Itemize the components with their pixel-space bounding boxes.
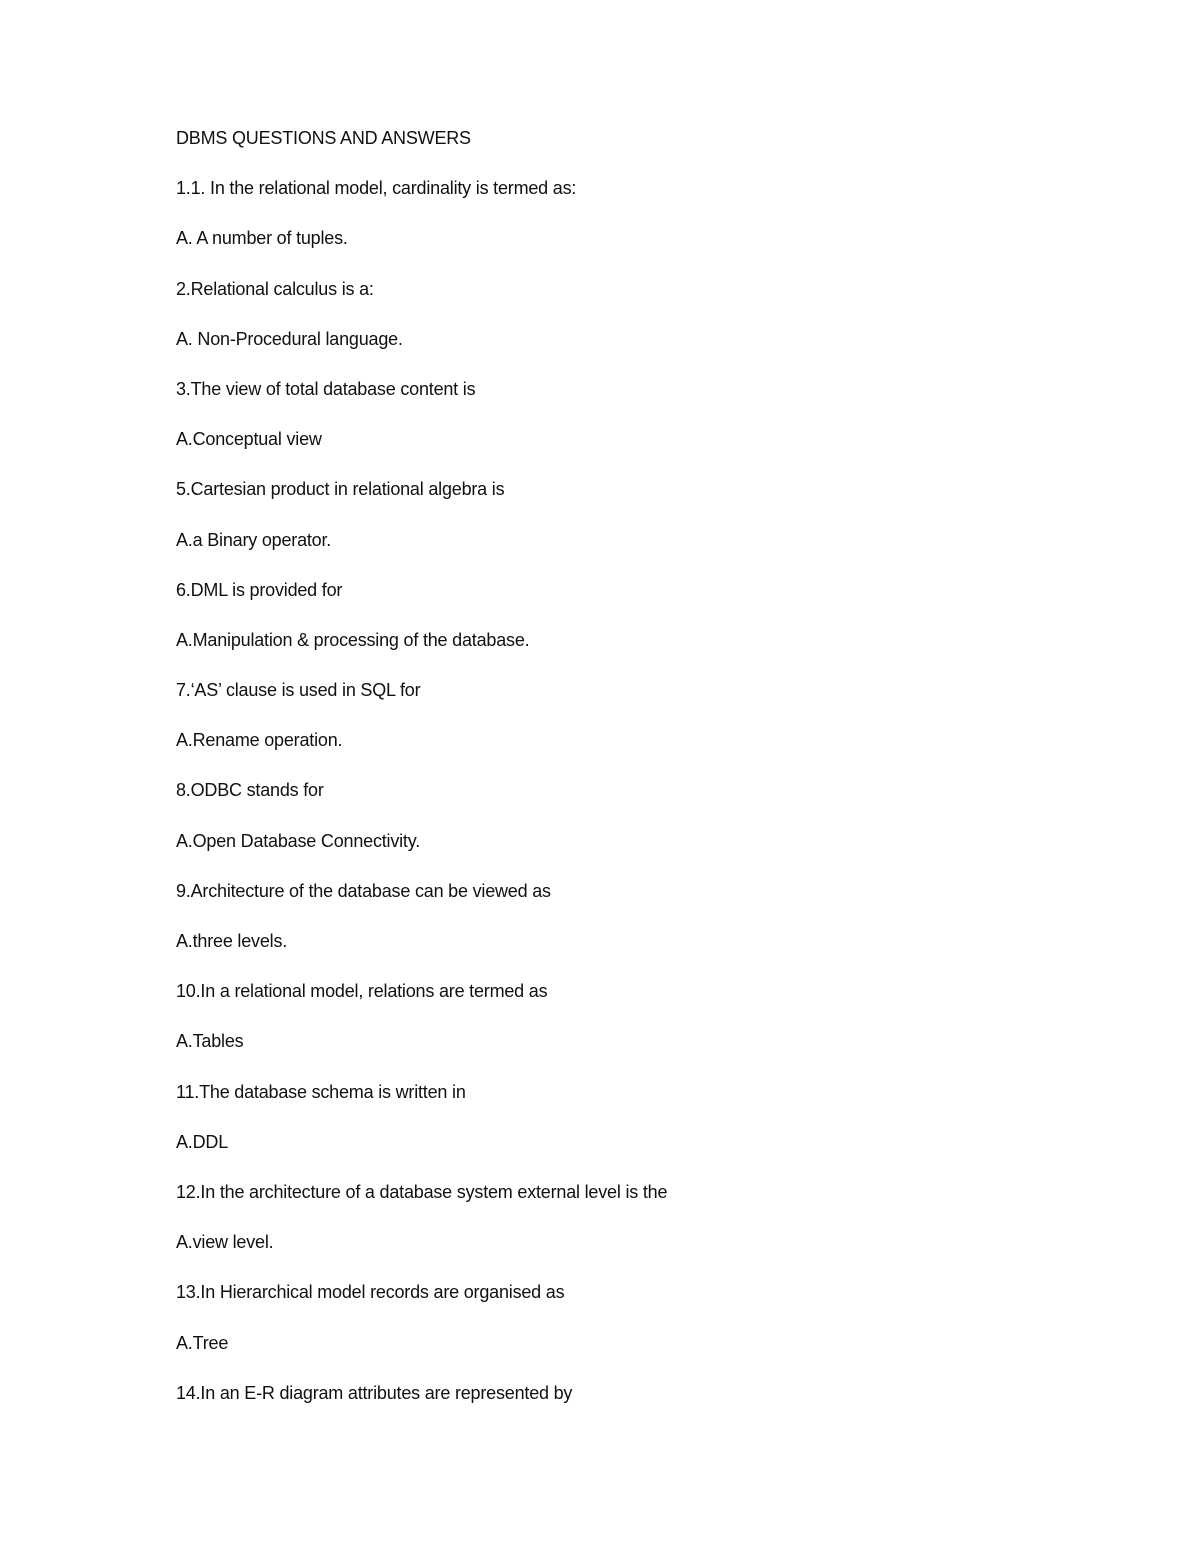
- answer-12: A.view level.: [176, 1232, 274, 1253]
- answer-10: A.Tables: [176, 1031, 244, 1052]
- question-12: 12.In the architecture of a database system external level is the: [176, 1181, 668, 1202]
- question-6: 6.DML is provided for: [176, 579, 343, 600]
- answer-3: A.Conceptual view: [176, 429, 322, 450]
- question-5: 5.Cartesian product in relational algebra is: [176, 479, 505, 500]
- answer-5: A.a Binary operator.: [176, 529, 332, 550]
- answer-9: A.three levels.: [176, 931, 288, 951]
- question-13: 13.In Hierarchical model records are organised as: [176, 1282, 565, 1303]
- answer-11: A.DDL: [176, 1131, 229, 1152]
- answer-7: A.Rename operation.: [176, 730, 343, 751]
- answer-1: A. A number of tuples.: [176, 228, 348, 249]
- answer-8: A.Open Database Connectivity.: [176, 830, 421, 851]
- answer-6: A.Manipulation & processing of the database.: [176, 629, 530, 650]
- question-1: 1.1. In the relational model, cardinality is termed as:: [176, 178, 577, 199]
- question-14: 14.In an E-R diagram attributes are represented by: [176, 1382, 573, 1403]
- question-10: 10.In a relational model, relations are termed as: [176, 981, 548, 1002]
- document-title: DBMS QUESTIONS AND ANSWERS: [176, 128, 471, 148]
- document-body: [176, 126, 1136, 1431]
- question-7: 7.‘AS’ clause is used in SQL for: [176, 680, 421, 701]
- question-8: 8.ODBC stands for: [176, 780, 324, 801]
- question-9: 9.Architecture of the database can be viewed as: [176, 880, 551, 901]
- answer-2: A. Non-Procedural language.: [176, 328, 403, 349]
- question-3: 3.The view of total database content is: [176, 378, 476, 399]
- question-11: 11.The database schema is written in: [176, 1081, 466, 1102]
- question-2: 2.Relational calculus is a:: [176, 278, 374, 299]
- answer-13: A.Tree: [176, 1332, 229, 1353]
